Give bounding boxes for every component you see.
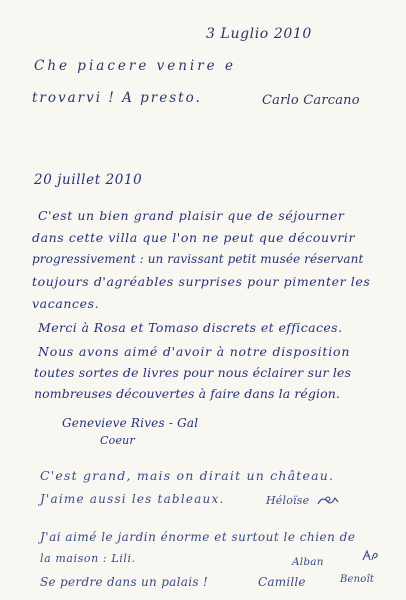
entry2-text-line: vacances. bbox=[32, 296, 100, 311]
entry2-text-line: Nous avons aimé d'avoir à notre disposition bbox=[38, 344, 351, 359]
entry3-signature: Alban bbox=[292, 556, 324, 568]
entry3-text-line: Se perdre dans un palais ! bbox=[40, 575, 209, 589]
entry2-signature: Coeur bbox=[100, 434, 135, 447]
entry2-text-line: progressivement : un ravissant petit musée réservant bbox=[32, 252, 364, 266]
entry2-text-line: dans cette villa que l'on ne peut que découvrir bbox=[32, 230, 356, 245]
entry2-date: 20 juillet 2010 bbox=[34, 172, 143, 188]
doodle-icon bbox=[316, 494, 340, 508]
entry2-text-line: toutes sortes de livres pour nous éclairer sur les bbox=[34, 365, 352, 380]
entry2-text-line: C'est un bien grand plaisir que de séjourner bbox=[38, 208, 345, 223]
scribble-icon bbox=[360, 548, 380, 564]
entry3-text-line: la maison : Lili. bbox=[40, 552, 136, 565]
entry2-signature: Genevieve Rives - Gal bbox=[62, 416, 199, 430]
entry1-date: 3 Luglio 2010 bbox=[206, 26, 312, 42]
entry3-signature: Benoît bbox=[340, 574, 375, 585]
entry1-line: trovarvi ! A presto. bbox=[32, 90, 202, 106]
entry3-signature: Héloïse bbox=[266, 494, 310, 507]
entry2-text-line: nombreuses découvertes à faire dans la région. bbox=[34, 386, 340, 401]
entry2-text-line: Merci à Rosa et Tomaso discrets et efficaces. bbox=[38, 320, 343, 335]
entry2-text-line: toujours d'agréables surprises pour pimenter les bbox=[32, 274, 371, 289]
entry3-text-line: C'est grand, mais on dirait un château. bbox=[40, 468, 335, 483]
entry3-text-line: J'ai aimé le jardin énorme et surtout le chien de bbox=[40, 530, 356, 544]
entry1-signature: Carlo Carcano bbox=[262, 93, 360, 108]
entry3-text-line: J'aime aussi les tableaux. bbox=[40, 492, 225, 506]
entry3-signature: Camille bbox=[258, 575, 306, 589]
entry1-line: Che piacere venire e bbox=[34, 58, 236, 74]
